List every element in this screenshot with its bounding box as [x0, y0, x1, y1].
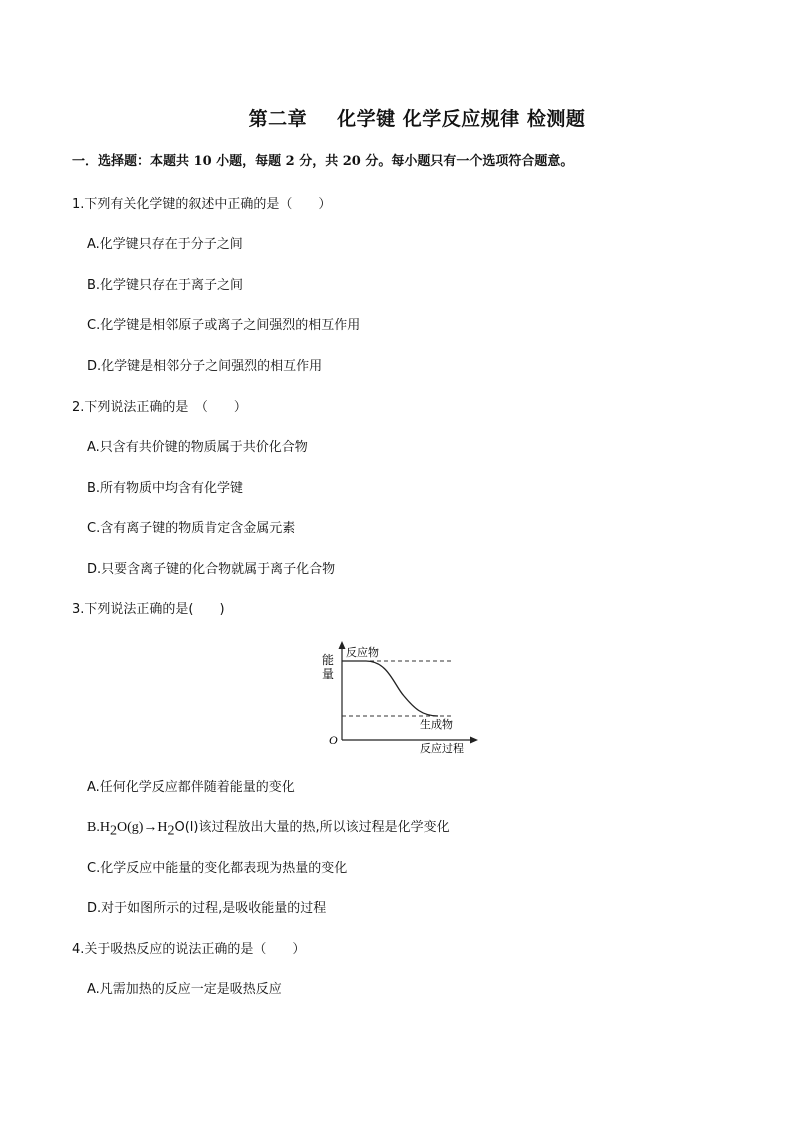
origin-label: O — [329, 733, 338, 747]
chapter-topic: 化学键 化学反应规律 检测题 — [337, 108, 586, 130]
question-2-option-d: D.只要含离子键的化合物就属于离子化合物 — [87, 562, 336, 577]
question-2-option-c: C.含有离子键的物质肯定含金属元素 — [87, 521, 296, 536]
question-1-option-c: C.化学键是相邻原子或离子之间强烈的相互作用 — [87, 318, 361, 333]
section-heading: 一．选择题：本题共 10 小题，每题 2 分，共 20 分。每小题只有一个选项符合题意。 — [72, 154, 574, 169]
question-1-option-d: D.化学键是相邻分子之间强烈的相互作用 — [87, 359, 323, 374]
question-1-option-a: A.化学键只存在于分子之间 — [87, 237, 243, 252]
subscript-2: 2 — [109, 823, 117, 839]
y-axis-arrow-icon — [339, 641, 346, 649]
y-axis-label-2: 量 — [322, 667, 335, 681]
question-2-stem: 2.下列说法正确的是 （ ） — [72, 400, 247, 415]
question-3-option-d: D.对于如图所示的过程,是吸收能量的过程 — [87, 901, 327, 916]
option-b-formula-part: B.H — [87, 820, 110, 835]
question-4-option-a: A.凡需加热的反应一定是吸热反应 — [87, 982, 282, 997]
energy-curve — [342, 661, 438, 716]
question-1-stem: 1.下列有关化学键的叙述中正确的是（ ） — [72, 197, 332, 212]
product-label: 生成物 — [420, 718, 453, 731]
page-title — [0, 104, 794, 131]
x-axis-label: 反应过程 — [420, 742, 464, 755]
question-3-option-a: A.任何化学反应都伴随着能量的变化 — [87, 780, 295, 795]
option-b-formula-part: O(g)→H — [116, 820, 168, 835]
reactant-label: 反应物 — [346, 646, 379, 659]
question-4-stem: 4.关于吸热反应的说法正确的是（ ） — [72, 942, 306, 957]
question-3-option-c: C.化学反应中能量的变化都表现为热量的变化 — [87, 861, 348, 876]
energy-diagram — [318, 640, 488, 759]
y-axis-label-1: 能 — [322, 653, 335, 667]
x-axis-arrow-icon — [470, 737, 478, 744]
question-2-option-a: A.只含有共价键的物质属于共价化合物 — [87, 440, 308, 455]
question-3-option-b — [87, 816, 450, 840]
question-2-option-b: B.所有物质中均含有化学键 — [87, 481, 244, 496]
chapter-label: 第二章 — [248, 108, 308, 130]
subscript-2: 2 — [167, 823, 175, 839]
question-1-option-b: B.化学键只存在于离子之间 — [87, 278, 244, 293]
option-b-text: O(l)该过程放出大量的热,所以该过程是化学变化 — [174, 820, 450, 835]
energy-diagram-svg — [318, 640, 488, 755]
question-3-stem: 3.下列说法正确的是( ) — [72, 602, 225, 617]
